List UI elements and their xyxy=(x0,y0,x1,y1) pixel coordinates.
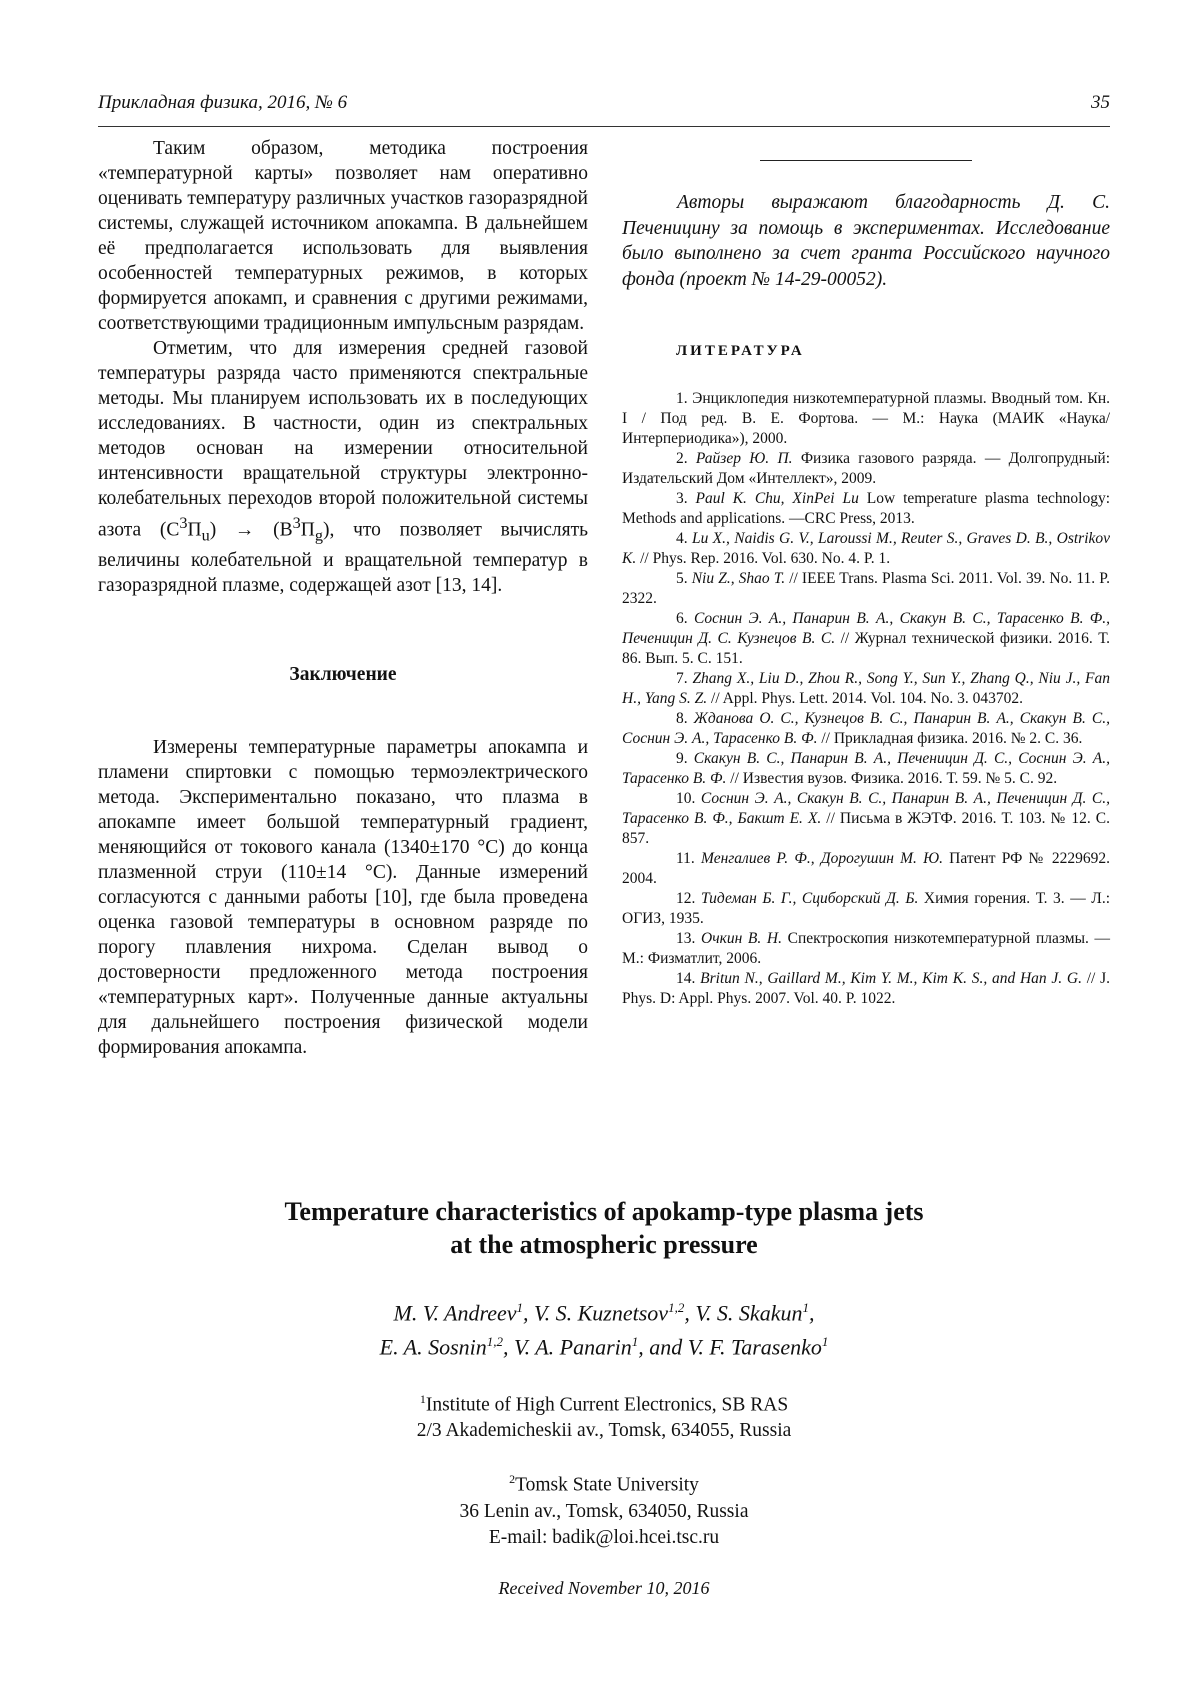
reference-item: 4. Lu X., Naidis G. V., Laroussi M., Reuter S., Graves D. B., Ostrikov K. // Phys. Rep. 2016. Vol. 630. No. 4. P. 1. xyxy=(622,530,1111,567)
reference-item: 11. Менгалиев Р. Ф., Дорогушин М. Ю. Патент РФ № 2229692. 2004. xyxy=(622,850,1110,887)
reference-item: 5. Niu Z., Shao T. // IEEE Trans. Plasma Sci. 2011. Vol. 39. No. 11. P. 2322. xyxy=(622,570,1110,607)
acknowledgement: Авторы выражают благодарность Д. С. Печеницину за помощь в экспериментах. Исследование было выполнено за счет гранта Российского научного фонда (проект № 14-29-00052). xyxy=(622,192,1110,290)
affiliation-2: $^2$Tomsk State University 36 Lenin av., Tomsk, 634050, Russia E-mail: badik@loi.hcei.tsc.ru xyxy=(459,1472,749,1548)
reference-item: 1. Энциклопедия низкотемпературной плазмы. Вводный том. Кн. I / Под ред. В. Е. Фортова. — М.: Наука (МАИК «Наука/Интерпериодика»), 2000. xyxy=(622,390,1110,447)
journal-name: Прикладная физика, 2016, № 6 xyxy=(98,92,348,113)
reference-item: 14. Britun N., Gaillard M., Kim Y. M., Kim K. S., and Han J. G. // J. Phys. D: Appl. Phys. 2007. Vol. 40. P. 1022. xyxy=(622,970,1111,1007)
paragraph-conclusion: Измерены температурные параметры апокампа и пламени спиртовки с помощью термоэлектрического метода. Экспериментально показано, что плазма в апокампе имеет большой температурный градиент, меняющийся от токового канала (1340±170 °С) до конца плазменной струи (110±14 °С). Данные измерений согласуются с данными работы [10], где была проведена оценка газовой температуры в основном разряде по порогу плавления нихрома. Сделан вывод о достоверности предложенного метода построения «температурных карт». Полученные данные актуальны для дальнейшего построения физической модели формирования апокампа. xyxy=(98,737,588,1059)
paragraph-temperature-map: Таким образом, методика построения «температурной карты» позволяет нам оперативно оценивать температуру различных участков газоразрядной системы, служащей источником апокампа. В дальнейшем её предполагается использовать для выявления особенностей температурных режимов, в которых формируется апокамп, и сравнения с другими режимами, соответствующими традиционным импульсным разрядам. xyxy=(98,138,588,334)
literature-heading: ЛИТЕРАТУРА xyxy=(676,343,805,359)
paragraph-spectral-methods: Отметим, что для измерения средней газовой температуры разряда часто применяются спектральные методы. Мы планируем использовать их в последующих исследованиях. В частности, один из спектральных методов основан на измерении относительной интенсивности вращательной структуры электронно-колебательных переходов второй положительной системы азота $(C^3\Pi_u) \to (B^3\Pi_g)$, что позволяет вычислять величины колебательной и вращательной температур в газоразрядной плазме, содержащей азот [13, 14]. xyxy=(98,338,588,597)
separator-line xyxy=(760,160,972,161)
reference-item: 2. Райзер Ю. П. Физика газового разряда. — Долгопрудный: Издательский Дом «Интеллект», 2009. xyxy=(622,450,1110,487)
reference-list xyxy=(622,389,1110,1009)
email-address: E-mail: badik@loi.hcei.tsc.ru xyxy=(488,1526,720,1548)
running-header xyxy=(98,92,1110,127)
reference-item: 7. Zhang X., Liu D., Zhou R., Song Y., Sun Y., Zhang Q., Niu J., Fan H., Yang S. Z. // Appl. Phys. Lett. 2014. Vol. 104. No. 3. 043702. xyxy=(622,670,1111,707)
affiliation-1: $^1$Institute of High Current Electronics, SB RAS 2/3 Akademicheskii av., Tomsk, 634055, Russia xyxy=(416,1391,792,1442)
reference-item: 13. Очкин В. Н. Спектроскопия низкотемпературной плазмы. — М.: Физматлит, 2006. xyxy=(622,930,1110,967)
received-date: Received November 10, 2016 xyxy=(498,1577,710,1598)
english-title: Temperature characteristics of apokamp-type plasma jets at the atmospheric pressure xyxy=(284,1197,924,1259)
reference-item: 8. Жданова О. С., Кузнецов В. С., Панарин В. А., Скакун В. С., Соснин Э. А., Тарасенко В. Ф. // Прикладная физика. 2016. № 2. С. 36. xyxy=(622,710,1110,747)
section-title-conclusion: Заключение xyxy=(289,664,397,686)
reference-item: 3. Paul K. Chu, XinPei Lu Low temperature plasma technology: Methods and applications. —CRC Press, 2013. xyxy=(622,490,1110,527)
english-abstract-block xyxy=(98,1195,1110,1599)
left-column xyxy=(98,136,588,1060)
reference-item: 9. Скакун В. С., Панарин В. А., Печеницин Д. С., Соснин Э. А., Тарасенко В. Ф. // Известия вузов. Физика. 2016. Т. 59. № 5. С. 92. xyxy=(622,750,1110,787)
reference-item: 10. Соснин Э. А., Скакун В. С., Панарин В. А., Печеницин Д. С., Тарасенко В. Ф., Бакшт Е. Х. // Письма в ЖЭТФ. 2016. Т. 103. № 12. С. 857. xyxy=(622,790,1111,847)
reference-item: 12. Тидеман Б. Г., Сциборский Д. Б. Химия горения. Т. 3. — Л.: ОГИЗ, 1935. xyxy=(622,890,1110,927)
author-list: M. V. Andreev$^1$, V. S. Kuznetsov$^{1,2}$, V. S. Skakun$^1$, E. A. Sosnin$^{1,2}$, V. A. Panarin$^1$, and V. F. Tarasenko$^1$ xyxy=(379,1300,829,1360)
page-number: 35 xyxy=(1091,92,1110,113)
right-column xyxy=(622,136,1110,1009)
reference-item: 6. Соснин Э. А., Панарин В. А., Скакун В. С., Тарасенко В. Ф., Печеницин Д. С. Кузнецов В. С. // Журнал технической физики. 2016. Т. 86. Вып. 5. С. 151. xyxy=(622,610,1110,667)
